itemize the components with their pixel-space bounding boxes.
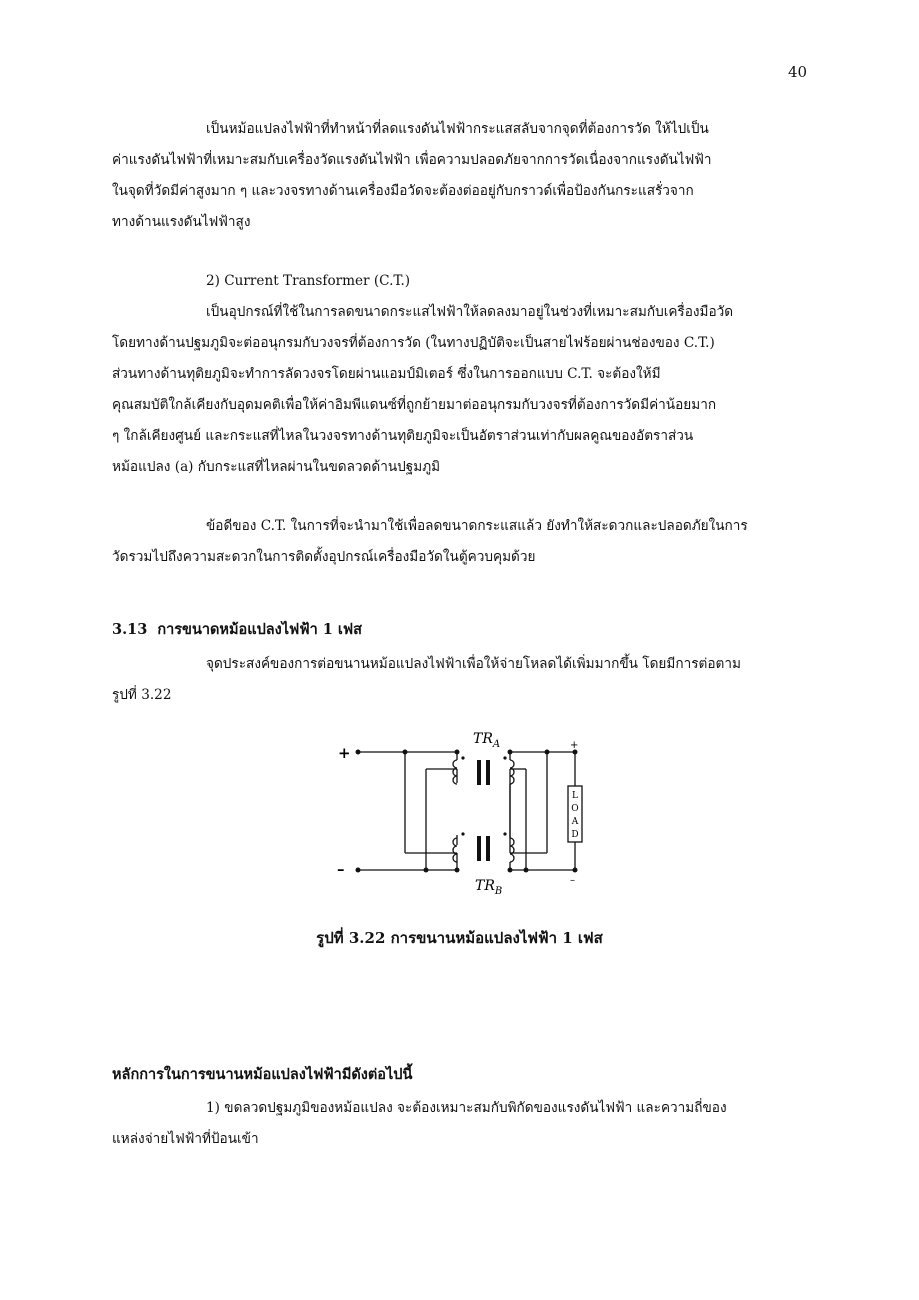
svg-text:L: L [572,791,578,801]
tr-b-label: $TR_B$ [475,878,503,897]
svg-text:O: O [571,804,579,814]
paragraph-line: หม้อแปลง (a) กับกระแสที่ไหลผ่านในขดลวดด้านปฐมภูมิ [112,459,441,475]
paragraph-line: รูปที่ 3.22 [112,687,172,703]
minus-terminal-label: – [337,860,345,878]
paragraph-line: ค่าแรงดันไฟฟ้าที่เหมาะสมกับเครื่องวัดแรงดันไฟฟ้า เพื่อความปลอดภัยจากการวัดเนื่องจากแรงดันไฟฟ้า [112,152,712,168]
paragraph-line: คุณสมบัติใกล้เคียงกับอุดมคติเพื่อให้ค่าอิมพีแดนซ์ที่ถูกย้ายมาต่ออนุกรมกับวงจรที่ต้องการวัดมีค่าน้อยมาก [112,397,717,413]
ct-paragraph [112,297,810,483]
parallel-transformer-diagram [330,728,600,904]
paragraph-line: ข้อดีของ C.T. ในการที่จะนำมาใช้เพื่อลดขนาดกระแสแล้ว ยังทำให้สะดวกและปลอดภัยในการ [206,518,748,534]
paragraph-line: ในจุดที่วัดมีค่าสูงมาก ๆ และวงจรทางด้านเครื่องมือวัดจะต้องต่ออยู่กับกราวด์เพื่อป้องกันกระแสรั่วจาก [112,183,694,199]
intro-paragraph [112,114,810,238]
paragraph-line: ทางด้านแรงดันไฟฟ้าสูง [112,214,251,230]
paragraph-line: โดยทางด้านปฐมภูมิจะต่ออนุกรมกับวงจรที่ต้องการวัด (ในทางปฏิบัติจะเป็นสายไฟร้อยผ่านช่องของ C.T.) [112,335,715,351]
tr-a-label: $TR_A$ [473,731,501,750]
plus-terminal-label: + [338,744,351,762]
paragraph-line: จุดประสงค์ของการต่อขนานหม้อแปลงไฟฟ้าเพื่อให้จ่ายโหลดได้เพิ่มมากขึ้น โดยมีการต่อตาม [206,656,741,672]
section-heading [112,618,362,641]
page-number: 40 [788,63,808,81]
svg-text:A: A [571,817,579,827]
section-title: การขนาดหม้อแปลงไฟฟ้า 1 เฟส [157,621,362,638]
load-label [571,791,579,840]
section-number: 3.13 [112,621,148,638]
ct-heading: 2) Current Transformer (C.T.) [206,273,411,289]
paragraph-line: เป็นอุปกรณ์ที่ใช้ในการลดขนาดกระแสไฟฟ้าให้ลดลงมาอยู่ในช่วงที่เหมาะสมกับเครื่องมือวัด [206,304,734,320]
section-paragraph [112,649,810,711]
principles-paragraph [112,1093,810,1155]
ct-advantage-paragraph [112,511,810,573]
paragraph-line: 1) ขดลวดปฐมภูมิของหม้อแปลง จะต้องเหมาะสมกับพิกัดของแรงดันไฟฟ้า และความถี่ของ [206,1100,727,1116]
paragraph-line: วัดรวมไปถึงความสะดวกในการติดตั้งอุปกรณ์เครื่องมือวัดในตู้ควบคุมด้วย [112,549,536,565]
paragraph-line: แหล่งจ่ายไฟฟ้าที่ป้อนเข้า [112,1131,259,1147]
paragraph-line: เป็นหม้อแปลงไฟฟ้าที่ทำหน้าที่ลดแรงดันไฟฟ้ากระแสสลับจากจุดที่ต้องการวัด ให้ไปเป็น [206,121,709,137]
load-minus-label: – [570,875,575,886]
paragraph-line: ๆ ใกล้เคียงศูนย์ และกระแสที่ไหลในวงจรทางด้านทุติยภูมิจะเป็นอัตราส่วนเท่ากับผลคูณของอัตราส่วน [112,428,694,444]
paragraph-line: ส่วนทางด้านทุติยภูมิจะทำการลัดวงจรโดยผ่านแอมป์มิเตอร์ ซึ่งในการออกแบบ C.T. จะต้องให้มี [112,366,661,382]
load-plus-label: + [570,740,579,751]
figure-caption: รูปที่ 3.22 การขนานหม้อแปลงไฟฟ้า 1 เฟส [316,929,603,947]
svg-text:D: D [571,830,579,840]
principles-heading: หลักการในการขนานหม้อแปลงไฟฟ้ามีดังต่อไปนี้ [112,1066,413,1083]
